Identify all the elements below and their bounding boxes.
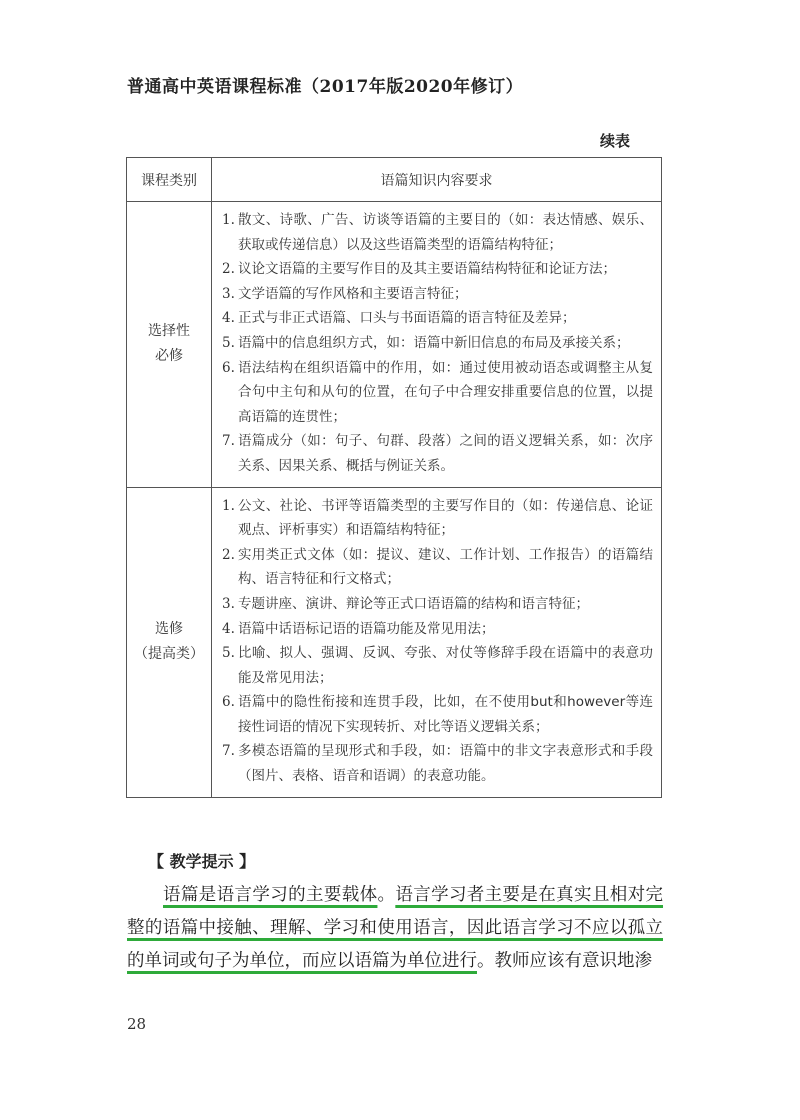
list-item: 5. 比喻、拟人、强调、反讽、夸张、对仗等修辞手段在语篇中的表意功能及常见用法； <box>222 645 653 686</box>
column-header-category: 课程类别 <box>127 158 212 202</box>
requirements-cell <box>212 487 662 797</box>
page-number: 28 <box>127 1015 147 1033</box>
highlighted-sentence: 语言学习者主要是在真实且相对完整的语篇中接触、理解、学习和使用语言，因此语言学习不应以孤立的单词或句子为单位，而应以语篇为单位进行 <box>127 885 664 971</box>
category-label: 必修 <box>155 348 183 365</box>
table-continued-label: 续表 <box>600 132 631 150</box>
paragraph-tail: 教师应该有意识地渗 <box>494 951 652 971</box>
running-header: 普通高中英语课程标准（2017年版2020年修订） <box>127 77 524 97</box>
table-row <box>127 202 662 488</box>
category-label: （提高类） <box>134 646 204 663</box>
list-item: 4. 正式与非正式语篇、口头与书面语篇的语言特征及差异； <box>222 310 576 327</box>
list-item: 5. 语篇中的信息组织方式，如：语篇中新旧信息的布局及承接关系； <box>222 334 630 351</box>
list-item: 3. 专题讲座、演讲、辩论等正式口语语篇的结构和语言特征； <box>222 595 589 612</box>
requirements-cell <box>212 202 662 488</box>
content-requirements-table <box>126 157 662 798</box>
list-item: 1. 散文、诗歌、广告、访谈等语篇的主要目的（如：表达情感、娱乐、获取或传递信息）以及这些语篇类型的语篇结构特征； <box>222 212 653 253</box>
table-row <box>127 487 662 797</box>
list-item: 2. 议论文语篇的主要写作目的及其主要语篇结构特征和论证方法； <box>222 261 616 278</box>
category-label: 选择性 <box>148 323 190 340</box>
list-item: 7. 语篇成分（如：句子、句群、段落）之间的语义逻辑关系，如：次序关系、因果关系、概括与例证关系。 <box>222 433 653 474</box>
list-item: 2. 实用类正式文体（如：提议、建议、工作计划、工作报告）的语篇结构、语言特征和行文格式； <box>222 546 653 588</box>
teaching-tips-paragraph <box>127 879 663 978</box>
highlighted-sentence: 语篇是语言学习的主要载体 <box>163 885 378 905</box>
punctuation: 。 <box>377 885 396 905</box>
list-item: 6. 语法结构在组织语篇中的作用，如：通过使用被动语态或调整主从复合句中主句和从句的位置，在句子中合理安排重要信息的位置，以提高语篇的连贯性； <box>222 359 653 425</box>
list-item: 7. 多模态语篇的呈现形式和手段，如：语篇中的非文字表意形式和手段（图片、表格、语音和语调）的表意功能。 <box>222 743 653 785</box>
list-item: 6. 语篇中的隐性衔接和连贯手段，比如，在不使用but和however等连接性词语的情况下实现转折、对比等语义逻辑关系； <box>222 694 653 735</box>
punctuation: 。 <box>477 951 495 971</box>
teaching-tips-heading: 【 教学提示 】 <box>148 852 256 871</box>
category-cell <box>127 487 212 797</box>
requirements-list <box>222 494 653 789</box>
requirements-list <box>222 208 653 479</box>
table-header-row <box>127 158 662 202</box>
category-label: 选修 <box>155 621 183 638</box>
category-cell <box>127 202 212 488</box>
column-header-requirements: 语篇知识内容要求 <box>212 158 662 202</box>
list-item: 4. 语篇中话语标记语的语篇功能及常见用法； <box>222 620 495 637</box>
list-item: 3. 文学语篇的写作风格和主要语言特征； <box>222 285 468 302</box>
list-item: 1. 公文、社论、书评等语篇类型的主要写作目的（如：传递信息、论证观点、评析事实）和语篇结构特征； <box>222 497 653 539</box>
